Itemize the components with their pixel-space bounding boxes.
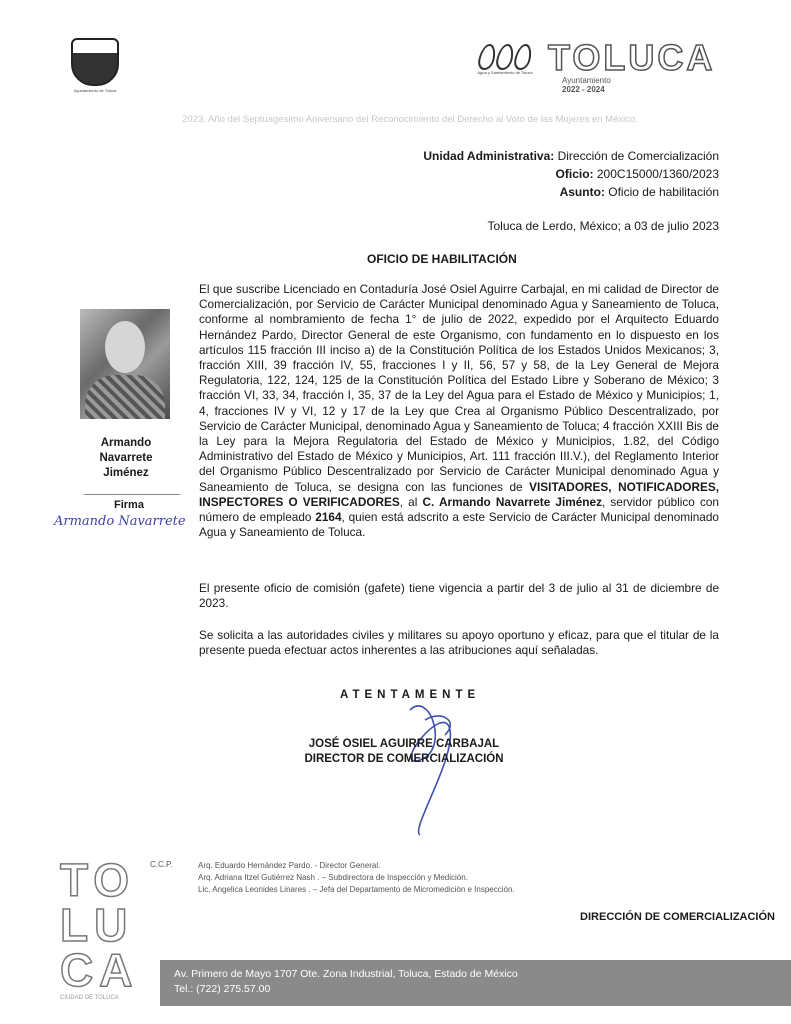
paragraph-main-text: El que suscribe Licenciado en Contaduría José Osiel Aguirre Carbajal, en mi calidad de Director de Comercialización, por Servicio de Carácter Municipal denominado Agua y Saneamiento de Toluca, conforme al nombramiento de fecha 1° de julio de 2022, expedido por el Arquitecto Eduardo Hernández Pardo, Director General de este Organismo, con fundamento en lo dispuesto en los artículos 115 fracción III inciso a) de la Constitución Política de los Estados Unidos Mexicanos; 3, fracción XIII, 39 fracción IV, 55, fracciones I y II, 56, 57 y 58, de la Ley General de Mejora Regulatoria, 122, 124, 125 de la Constitución Política del Estado Libre y Soberano de México; 3 fracción VI, 33, 34, fracción I, 35, 37 de la Ley del Agua para el Estado de México y Municipios; 1, 4, fracciones IV y VI, 12 y 17 de la Ley que Crea al Organismo Público Descentralizado, por Servicio de Carácter Municipal, denominado Agua y Saneamiento de Toluca; 4 fracción XXIII Bis de la Ley para la Mejora Regulatoria del Estado de México y Municipios, 1.82, del Código Administrativo del Estado de México y Municipios, Art. 111 fracción III.V.), del Reglamento Interior del Organismo Público Descentralizado por Servicio de Carácter Municipal denominado Agua y Saneamiento de Toluca, se designa con las funciones de	[199, 282, 719, 494]
paragraph-main-connector-2: , servidor público con número de empleado	[199, 494, 719, 525]
oficio-line	[556, 165, 719, 183]
footer-contact	[174, 967, 518, 997]
employee-last-name-1: Navarrete	[99, 452, 153, 464]
footer-address: Av. Primero de Mayo 1707 Ote. Zona Industrial, Toluca, Estado de México	[174, 968, 518, 980]
document-title: OFICIO DE HABILITACIÓN	[367, 252, 517, 266]
ccp-item: Arq. Adriana Itzel Gutiérrez Nash . – Subdirectora de Inspección y Medición.	[198, 873, 468, 882]
ccp-item: Arq. Eduardo Hernández Pardo. - Director General.	[198, 861, 381, 870]
toluca-row: LU	[60, 899, 134, 951]
paragraph-request: Se solicita a las autoridades civiles y militares su apoyo oportuno y eficaz, para que el titular de la presente pueda efectuar actos inherentes a las atribuciones aquí señaladas.	[199, 628, 719, 658]
signer-name: JOSÉ OSIEL AGUIRRE CARBAJAL	[308, 738, 500, 750]
employee-photo	[80, 309, 170, 419]
signer-title: DIRECTOR DE COMERCIALIZACIÓN	[304, 753, 504, 765]
agua-logo-caption: Agua y Saneamiento de Toluca	[477, 70, 533, 75]
municipal-crest-logo	[70, 38, 120, 93]
agua-toluca-logo	[470, 44, 540, 75]
employee-first-name: Armando	[100, 437, 152, 449]
toluca-tagline: CIUDAD DE TOLUCA	[60, 995, 119, 1001]
unidad-line	[423, 147, 719, 165]
crest-caption: Ayuntamiento de Toluca	[73, 88, 117, 93]
signature-divider	[84, 494, 180, 495]
oficio-value: 200C15000/1360/2023	[593, 167, 719, 181]
employee-name-bold: C. Armando Navarrete Jiménez	[422, 494, 602, 509]
employee-number-bold: 2164	[315, 510, 342, 525]
paragraph-validity: El presente oficio de comisión (gafete) tiene vigencia a partir del 3 de julio al 31 de diciembre de 2023.	[199, 581, 719, 611]
toluca-header-logo	[548, 37, 716, 94]
unidad-label: Unidad Administrativa:	[423, 149, 555, 163]
document-date: Toluca de Lerdo, México; a 03 de julio 2023	[487, 219, 719, 233]
toluca-wordmark: TOLUCA	[548, 37, 716, 78]
asunto-line	[560, 183, 719, 201]
paragraph-main	[199, 282, 719, 540]
signer-block	[294, 737, 514, 767]
employee-name-block	[90, 436, 162, 481]
ccp-label: C.C.P.	[150, 860, 173, 869]
ccp-item: Lic. Angelica Leonides Linares . – Jefa del Departamento de Micromedición e Inspección.	[198, 885, 515, 894]
crest-icon	[71, 38, 119, 86]
footer-phone: Tel.: (722) 275.57.00	[174, 983, 271, 995]
ayuntamiento-label: Ayuntamiento	[562, 76, 611, 85]
toluca-footer-logo	[60, 854, 140, 1001]
paragraph-main-end: , quien está adscrito a este Servicio de Carácter Municipal denominado Agua y Saneamiento de Toluca.	[199, 510, 719, 540]
atentamente-label: ATENTAMENTE	[340, 689, 481, 701]
employee-signature: Armando Navarrete	[54, 514, 186, 529]
firma-label: Firma	[114, 499, 144, 511]
asunto-label: Asunto:	[559, 185, 605, 199]
ccp-list	[198, 860, 515, 896]
employee-last-name-2: Jiménez	[103, 467, 149, 479]
asunto-value: Oficio de habilitación	[604, 185, 719, 199]
toluca-row: TO	[60, 854, 136, 906]
oficio-label: Oficio:	[555, 167, 594, 181]
water-drops-icon	[470, 44, 540, 70]
direccion-footer-label: DIRECCIÓN DE COMERCIALIZACIÓN	[580, 911, 775, 923]
year-motto: 2023. Año del Septuagésimo Aniversario del Reconocimiento del Derecho al Voto de las Mujeres en México.	[182, 114, 638, 125]
toluca-row: CA	[60, 944, 139, 996]
unidad-value: Dirección de Comercialización	[554, 149, 719, 163]
period-label: 2022 - 2024	[562, 85, 605, 94]
paragraph-main-connector: , al	[399, 494, 423, 509]
functions-bold: VISITADORES, NOTIFICADORES, INSPECTORES O VERIFICADORES	[199, 479, 719, 509]
